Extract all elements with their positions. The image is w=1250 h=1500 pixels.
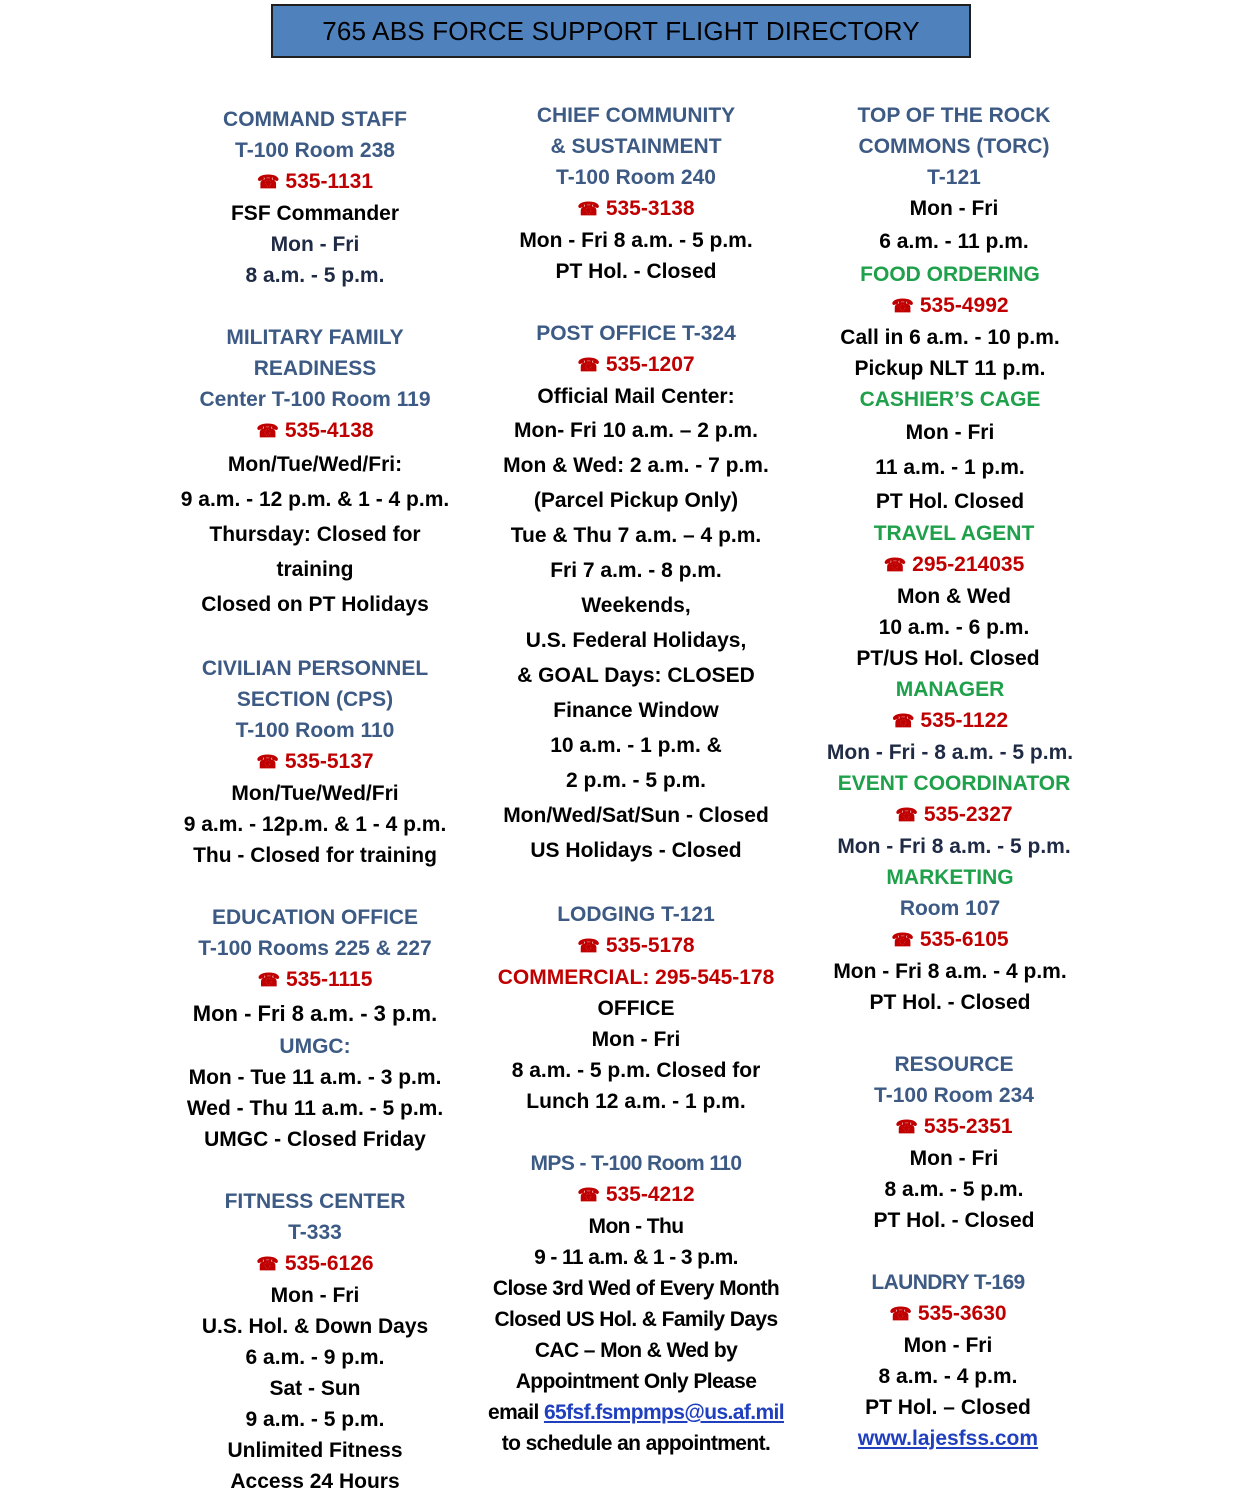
- text: Pickup NLT 11 p.m.: [854, 357, 1046, 380]
- directory-title: 765 ABS FORCE SUPPORT FLIGHT DIRECTORY: [271, 4, 971, 58]
- phone-icon: ☎: [577, 355, 600, 375]
- heading: RESOURCE: [894, 1053, 1014, 1076]
- text: Appointment Only Please: [515, 1370, 757, 1393]
- phone-icon: ☎: [256, 752, 279, 772]
- phone: ☎ 535-6126: [140, 1248, 490, 1280]
- text: PT Hol. - Closed: [873, 1209, 1035, 1232]
- text: 6 a.m. - 9 p.m.: [245, 1346, 385, 1369]
- text: 8 a.m. - 5 p.m.: [245, 264, 385, 287]
- heading: EDUCATION OFFICE: [211, 906, 419, 929]
- phone: ☎ 535-4992: [800, 290, 1100, 322]
- text: & GOAL Days: CLOSED: [517, 664, 755, 687]
- text: PT Hol. – Closed: [865, 1396, 1031, 1419]
- section-food-ordering: [800, 259, 1100, 384]
- phone-icon: ☎: [889, 1304, 912, 1324]
- location: T-100 Rooms 225 & 227: [198, 937, 432, 960]
- text: Mon - Fri: [909, 1147, 999, 1170]
- heading: TOP OF THE ROCK: [857, 104, 1051, 127]
- text: Mon & Wed: [897, 585, 1011, 608]
- text: Closed US Hol. & Family Days: [494, 1308, 778, 1331]
- phone-icon: ☎: [577, 199, 600, 219]
- location: T-100 Room 238: [235, 139, 395, 162]
- text: Thursday: Closed for: [209, 523, 421, 546]
- text: Mon - Fri: [270, 1284, 360, 1307]
- text: U.S. Hol. & Down Days: [201, 1315, 429, 1338]
- section-education-office: [140, 902, 490, 1155]
- phone: ☎ 295-214035: [808, 549, 1100, 581]
- text: Weekends,: [581, 594, 691, 617]
- text: Call in 6 a.m. - 10 p.m.: [840, 326, 1060, 349]
- text: Mon & Wed: 2 a.m. - 7 p.m.: [503, 454, 769, 477]
- text: Mon- Fri 10 a.m. – 2 p.m.: [514, 419, 758, 442]
- text: 9 a.m. - 5 p.m.: [245, 1408, 385, 1431]
- text: Mon - Fri - 8 a.m. - 5 p.m.: [826, 741, 1074, 764]
- heading: LAUNDRY T-169: [871, 1271, 1025, 1294]
- text: OFFICE: [597, 997, 675, 1020]
- text: 9 - 11 a.m. & 1 - 3 p.m.: [534, 1246, 738, 1269]
- phone: ☎ 535-5137: [140, 746, 490, 778]
- location: T-333: [288, 1221, 342, 1244]
- phone-icon: ☎: [891, 930, 914, 950]
- heading: MARKETING: [886, 866, 1014, 889]
- heading: LODGING T-121: [557, 903, 715, 926]
- phone-icon: ☎: [256, 421, 279, 441]
- phone: ☎ 535-4138: [140, 415, 490, 447]
- heading: POST OFFICE T-324: [536, 322, 736, 345]
- text: Official Mail Center:: [537, 385, 735, 408]
- text: CAC – Mon & Wed by: [534, 1339, 738, 1362]
- section-event-coordinator: [808, 768, 1100, 862]
- text: 8 a.m. - 5 p.m. Closed for: [511, 1059, 761, 1082]
- text: PT Hol. Closed: [875, 490, 1025, 513]
- text: Mon - Fri: [905, 421, 995, 444]
- heading: CASHIER’S CAGE: [859, 388, 1041, 411]
- text: UMGC - Closed Friday: [204, 1128, 426, 1151]
- text: Mon - Tue 11 a.m. - 3 p.m.: [188, 1066, 442, 1089]
- phone-icon: ☎: [895, 1117, 918, 1137]
- phone-icon: ☎: [883, 555, 907, 575]
- text: PT/US Hol. Closed: [856, 647, 1040, 670]
- section-lodging: [466, 899, 806, 1117]
- section-military-family-readiness: [140, 322, 490, 622]
- phone-icon: ☎: [577, 1185, 600, 1205]
- phone: ☎ 535-3630: [796, 1298, 1100, 1330]
- section-travel-agent: [808, 518, 1100, 674]
- heading: SECTION (CPS): [236, 688, 394, 711]
- text: 8 a.m. - 4 p.m.: [878, 1365, 1018, 1388]
- website-link[interactable]: www.lajesfss.com: [857, 1427, 1039, 1450]
- phone: ☎ 535-3138: [466, 193, 806, 225]
- email-link[interactable]: 65fsf.fsmpmps@us.af.mil: [543, 1401, 785, 1424]
- phone: ☎ 535-2351: [808, 1111, 1100, 1143]
- text: Mon - Fri: [909, 197, 999, 220]
- section-manager: [800, 674, 1100, 768]
- section-mps: [466, 1148, 806, 1459]
- phone-icon: ☎: [891, 711, 915, 731]
- text: FSF Commander: [230, 202, 400, 225]
- phone: ☎ 535-6105: [800, 924, 1100, 956]
- phone: ☎ 535-1131: [140, 166, 490, 198]
- heading: CHIEF COMMUNITY: [536, 104, 736, 127]
- text: 9 a.m. - 12p.m. & 1 - 4 p.m.: [183, 813, 447, 836]
- text: Unlimited Fitness: [227, 1439, 403, 1462]
- heading: MILITARY FAMILY: [226, 326, 404, 349]
- text: Mon - Fri: [591, 1028, 681, 1051]
- text: (Parcel Pickup Only): [533, 489, 739, 512]
- phone: ☎ 535-2327: [808, 799, 1100, 831]
- heading: EVENT COORDINATOR: [837, 772, 1071, 795]
- heading: READINESS: [253, 357, 377, 380]
- section-chief-community: [466, 100, 806, 287]
- phone-icon: ☎: [891, 296, 914, 316]
- text: Lunch 12 a.m. - 1 p.m.: [526, 1090, 746, 1113]
- heading: COMMAND STAFF: [223, 108, 407, 131]
- section-torc: [808, 100, 1100, 259]
- text: to schedule an appointment.: [501, 1432, 771, 1455]
- text: 10 a.m. - 6 p.m.: [878, 616, 1030, 639]
- text: 10 a.m. - 1 p.m. &: [550, 734, 722, 757]
- phone-icon: ☎: [256, 1254, 279, 1274]
- column-left: [140, 104, 490, 1497]
- text: Wed - Thu 11 a.m. - 5 p.m.: [186, 1097, 444, 1120]
- phone-icon: ☎: [577, 936, 600, 956]
- section-laundry: [796, 1267, 1100, 1454]
- heading: FOOD ORDERING: [860, 263, 1040, 286]
- column-middle: [466, 100, 806, 1459]
- section-fitness-center: [140, 1186, 490, 1497]
- phone: ☎ 535-1122: [800, 705, 1100, 737]
- text: Close 3rd Wed of Every Month: [492, 1277, 780, 1300]
- heading: FITNESS CENTER: [224, 1190, 406, 1213]
- location: T-100 Room 234: [874, 1084, 1034, 1107]
- text: Mon - Fri: [903, 1334, 993, 1357]
- text: Mon - Fri 8 a.m. - 4 p.m.: [833, 960, 1067, 983]
- heading: UMGC:: [279, 1035, 351, 1058]
- location: T-100 Room 110: [235, 719, 395, 742]
- text: 2 p.m. - 5 p.m.: [565, 769, 707, 792]
- location: T-121: [927, 166, 981, 189]
- text: US Holidays - Closed: [530, 839, 742, 862]
- section-marketing: [800, 862, 1100, 1018]
- heading: COMMONS (TORC): [858, 135, 1050, 158]
- text: Mon/Wed/Sat/Sun - Closed: [503, 804, 769, 827]
- text: Mon - Fri 8 a.m. - 5 p.m.: [837, 835, 1071, 858]
- text: Mon - Fri 8 a.m. - 3 p.m.: [192, 1001, 438, 1026]
- section-post-office: [466, 318, 806, 868]
- text: 8 a.m. - 5 p.m.: [884, 1178, 1024, 1201]
- text: Mon/Tue/Wed/Fri: [231, 782, 399, 805]
- text: Finance Window: [553, 699, 719, 722]
- heading: MANAGER: [895, 678, 1005, 701]
- text: training: [276, 558, 354, 581]
- text: Thu - Closed for training: [193, 844, 437, 867]
- phone-icon: ☎: [895, 805, 918, 825]
- text: PT Hol. - Closed: [869, 991, 1031, 1014]
- commercial-phone: COMMERCIAL: 295-545-178: [497, 966, 775, 989]
- text: Tue & Thu 7 a.m. – 4 p.m.: [510, 524, 762, 547]
- section-command-staff: [140, 104, 490, 291]
- text: 6 a.m. - 11 p.m.: [879, 230, 1029, 253]
- phone-icon: ☎: [257, 970, 280, 990]
- heading: TRAVEL AGENT: [873, 522, 1035, 545]
- phone-icon: ☎: [256, 172, 280, 192]
- text: U.S. Federal Holidays,: [525, 629, 747, 652]
- text: Mon - Fri: [270, 233, 360, 256]
- phone: ☎ 535-1115: [140, 964, 490, 996]
- heading: & SUSTAINMENT: [550, 135, 722, 158]
- location: Room 107: [899, 897, 1001, 920]
- phone: ☎ 535-1207: [466, 349, 806, 381]
- text: Closed on PT Holidays: [201, 593, 429, 616]
- text: Mon/Tue/Wed/Fri:: [227, 453, 403, 476]
- heading: MPS - T-100 Room 110: [530, 1152, 742, 1175]
- column-right: [800, 100, 1100, 1454]
- text: 11 a.m. - 1 p.m.: [875, 456, 1025, 479]
- text: Mon - Fri 8 a.m. - 5 p.m.: [519, 229, 753, 252]
- text: 9 a.m. - 12 p.m. & 1 - 4 p.m.: [180, 488, 450, 511]
- location: T-100 Room 240: [556, 166, 716, 189]
- text: Sat - Sun: [269, 1377, 361, 1400]
- section-resource: [808, 1049, 1100, 1236]
- text: Mon - Thu: [588, 1215, 684, 1238]
- email-line: email 65fsf.fsmpmps@us.af.mil: [487, 1401, 785, 1424]
- section-civilian-personnel: [140, 653, 490, 871]
- location: Center T-100 Room 119: [199, 388, 431, 411]
- heading: CIVILIAN PERSONNEL: [201, 657, 429, 680]
- text: PT Hol. - Closed: [555, 260, 717, 283]
- phone: ☎ 535-4212: [466, 1179, 806, 1211]
- section-cashiers-cage: [800, 384, 1100, 518]
- text: Fri 7 a.m. - 8 p.m.: [550, 559, 722, 582]
- phone: ☎ 535-5178: [466, 930, 806, 962]
- text: Access 24 Hours: [230, 1470, 400, 1493]
